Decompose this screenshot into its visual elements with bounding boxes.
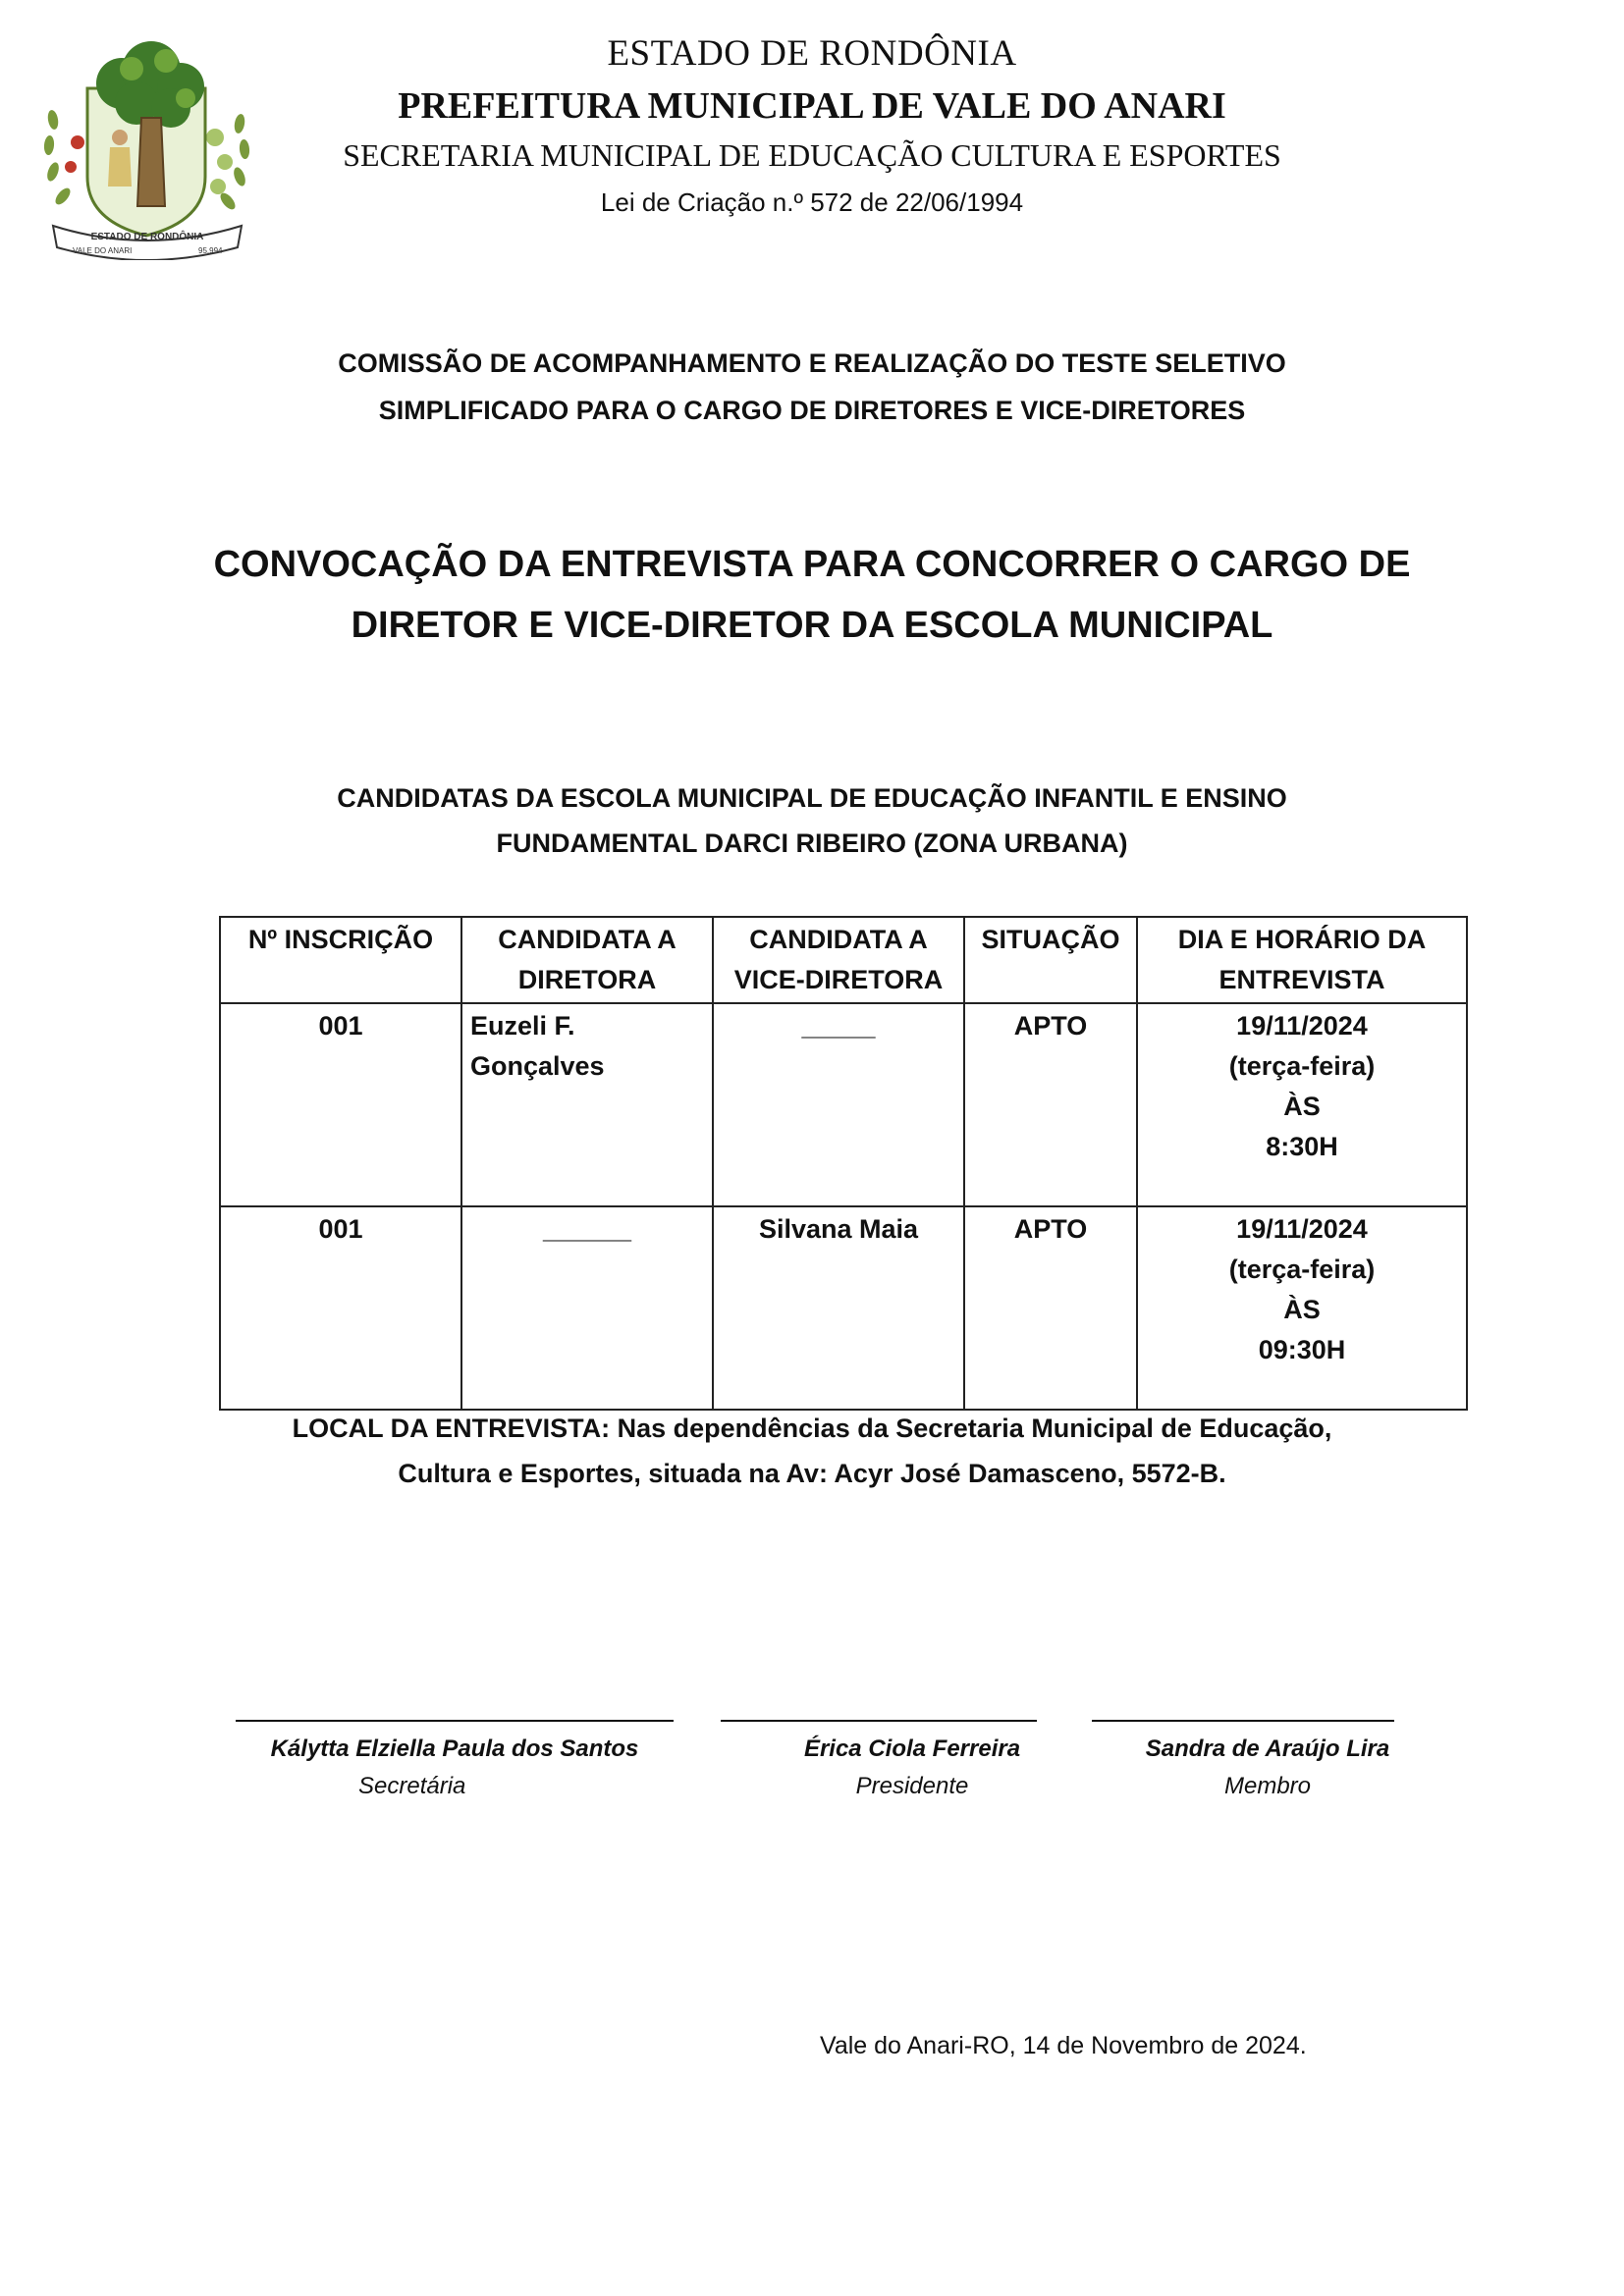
signature-line <box>721 1720 1037 1722</box>
title-line-1: CONVOCAÇÃO DA ENTREVISTA PARA CONCORRER O CARGO DE <box>213 544 1411 585</box>
secretariat-name: SECRETARIA MUNICIPAL DE EDUCAÇÃO CULTURA E ESPORTES <box>343 137 1281 173</box>
logo-right-text: 95.994 <box>198 246 223 255</box>
cell-diretora: ______ <box>461 1206 713 1410</box>
table-header-row <box>220 917 1467 1003</box>
interview-as: ÀS <box>1283 1092 1321 1121</box>
interview-time: 8:30H <box>1266 1132 1338 1161</box>
interview-weekday: (terça-feira) <box>1228 1255 1376 1284</box>
signature-presidente <box>721 1720 1037 1804</box>
interview-weekday: (terça-feira) <box>1228 1051 1376 1081</box>
document-title <box>0 534 1624 656</box>
cell-vice: Silvana Maia <box>713 1206 964 1410</box>
candidates-table <box>219 916 1468 1411</box>
signature-line <box>1092 1720 1394 1722</box>
table-row <box>220 1003 1467 1206</box>
location-line-1: LOCAL DA ENTREVISTA: Nas dependências da Secretaria Municipal de Educação, <box>292 1414 1332 1443</box>
cell-situacao: APTO <box>964 1206 1137 1410</box>
header-vice: CANDIDATA A VICE-DIRETORA <box>713 917 964 1003</box>
date-and-place: Vale do Anari-RO, 14 de Novembro de 2024. <box>820 2032 1307 2059</box>
signature-secretaria <box>236 1720 674 1804</box>
commission-line-2: SIMPLIFICADO PARA O CARGO DE DIRETORES E VICE-DIRETORES <box>378 396 1246 425</box>
letterhead <box>0 0 1624 275</box>
signatory-name: Kálytta Elziella Paula dos Santos <box>270 1735 639 1762</box>
header-diretora: CANDIDATA A DIRETORA <box>461 917 713 1003</box>
signature-membro <box>1092 1720 1394 1804</box>
coat-of-arms-logo <box>33 29 261 260</box>
signatory-role: Membro <box>1223 1773 1312 1799</box>
creation-law: Lei de Criação n.º 572 de 22/06/1994 <box>600 187 1024 217</box>
interview-location <box>0 1406 1624 1496</box>
school-heading <box>0 775 1624 866</box>
interview-as: ÀS <box>1283 1295 1321 1324</box>
state-name: ESTADO DE RONDÔNIA <box>607 33 1017 74</box>
logo-left-text: VALE DO ANARI <box>73 246 133 255</box>
signatory-role: Secretária <box>358 1773 466 1799</box>
school-line-1: CANDIDATAS DA ESCOLA MUNICIPAL DE EDUCAÇÃO INFANTIL E ENSINO <box>337 783 1287 813</box>
cell-inscricao: 001 <box>220 1206 461 1410</box>
header-entrevista: DIA E HORÁRIO DA ENTREVISTA <box>1137 917 1467 1003</box>
signatory-role: Presidente <box>855 1773 969 1799</box>
table-row <box>220 1206 1467 1410</box>
letterhead-text <box>275 27 1349 226</box>
header-situacao: SITUAÇÃO <box>964 917 1137 1003</box>
signatory-name: Sandra de Araújo Lira <box>1145 1735 1390 1762</box>
commission-heading <box>0 340 1624 434</box>
cell-entrevista <box>1137 1003 1467 1206</box>
cell-diretora: Euzeli F. Gonçalves <box>461 1003 713 1206</box>
interview-date: 19/11/2024 <box>1236 1214 1368 1244</box>
cell-inscricao: 001 <box>220 1003 461 1206</box>
commission-line-1: COMISSÃO DE ACOMPANHAMENTO E REALIZAÇÃO DO TESTE SELETIVO <box>338 348 1286 378</box>
school-line-2: FUNDAMENTAL DARCI RIBEIRO (ZONA URBANA) <box>496 828 1128 858</box>
location-line-2: Cultura e Esportes, situada na Av: Acyr José Damasceno, 5572-B. <box>398 1459 1226 1488</box>
interview-date: 19/11/2024 <box>1236 1011 1368 1041</box>
prefecture-name: PREFEITURA MUNICIPAL DE VALE DO ANARI <box>398 85 1226 127</box>
signature-line <box>236 1720 674 1722</box>
cell-entrevista <box>1137 1206 1467 1410</box>
interview-time: 09:30H <box>1258 1335 1346 1364</box>
cell-situacao: APTO <box>964 1003 1137 1206</box>
cell-vice: _____ <box>713 1003 964 1206</box>
header-inscricao: Nº INSCRIÇÃO <box>220 917 461 1003</box>
signatory-name: Érica Ciola Ferreira <box>803 1735 1021 1762</box>
title-line-2: DIRETOR E VICE-DIRETOR DA ESCOLA MUNICIPAL <box>351 605 1273 646</box>
logo-ribbon-text: ESTADO DE RONDÔNIA <box>90 232 204 242</box>
